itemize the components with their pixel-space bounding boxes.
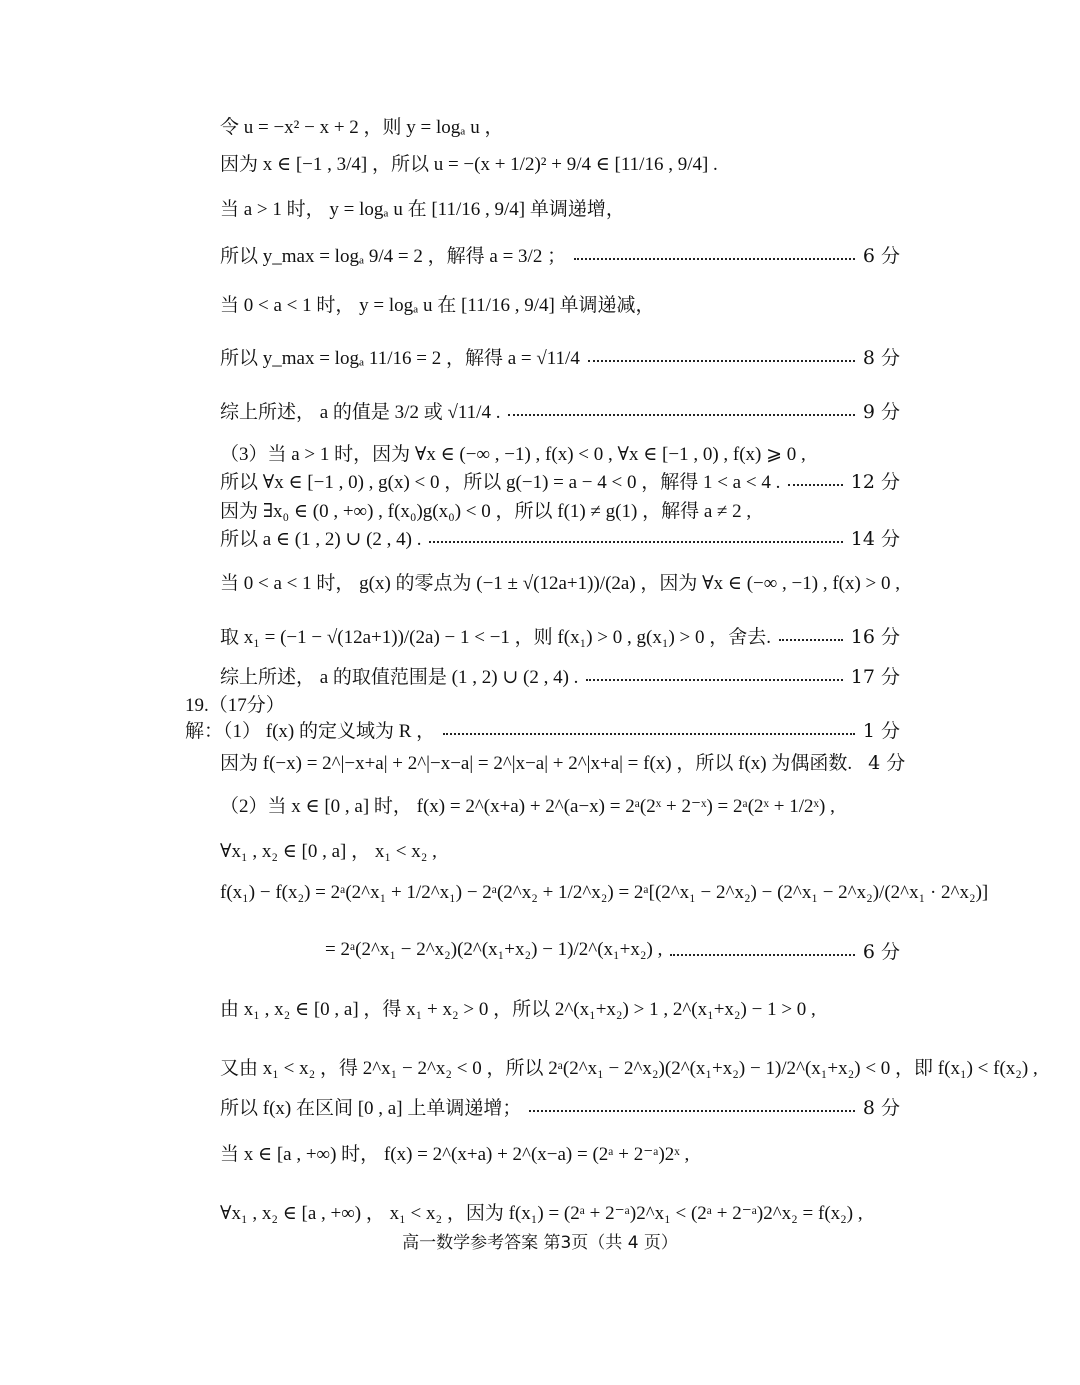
- line-text: 综上所述， a 的值是 3/2 或 √11/4 .: [220, 401, 501, 423]
- score-label: 9 分: [862, 400, 900, 423]
- score-label: 1 分: [862, 719, 900, 742]
- line-text: 因为 x ∈ [−1 , 3/4] ，所以 u = −(x + 1/2)² + 9/4 ∈ [11/16 , 9/4] .: [220, 153, 718, 175]
- score-label: 17 分: [850, 665, 900, 688]
- text-line: [220, 1191, 900, 1231]
- line-text: 所以 y_max = logₐ 9/4 = 2 ，解得 a = 3/2 ；: [220, 245, 567, 267]
- score-label: 6 分: [862, 244, 900, 267]
- line-text: 取 x₁ = (−1 − √(12a+1))/(2a) − 1 < −1 ，则 f(x₁) > 0 , g(x₁) > 0 ，舍去.: [220, 626, 771, 648]
- line-text: 19.（17分）: [185, 694, 285, 716]
- line-text: 由 x₁ , x₂ ∈ [0 , a] ，得 x₁ + x₂ > 0 ，所以 2^(x₁+x₂) > 1 , 2^(x₁+x₂) − 1 > 0 ,: [220, 998, 816, 1020]
- text-line: [220, 987, 900, 1027]
- dot-leader: [586, 679, 842, 681]
- text-line: [220, 829, 900, 869]
- text-line: [220, 1086, 900, 1126]
- text-line: [220, 561, 900, 601]
- dot-leader: [779, 639, 843, 641]
- text-line: [220, 283, 900, 323]
- line-text: （3）当 a > 1 时，因为 ∀x ∈ (−∞ , −1) , f(x) < 0 , ∀x ∈ [−1 , 0) , f(x) ⩾ 0 ,: [220, 443, 806, 465]
- line-text: f(x₁) − f(x₂) = 2ᵃ(2^x₁ + 1/2^x₁) − 2ᵃ(2^x₂ + 1/2^x₂) = 2ᵃ[(2^x₁ − 2^x₂) − (2^x₁ − 2^x₂)/(2^x₁ · 2^x₂)]: [220, 882, 989, 903]
- line-text: = 2ᵃ(2^x₁ − 2^x₂)(2^(x₁+x₂) − 1)/2^(x₁+x₂) ,: [325, 939, 663, 960]
- line-text: 令 u = −x² − x + 2 ，则 y = logₐ u ，: [220, 116, 504, 138]
- dot-leader: [788, 484, 842, 486]
- score-label: 8 分: [862, 1096, 900, 1119]
- line-text: 当 0 < a < 1 时， y = logₐ u 在 [11/16 , 9/4] 单调递减，: [220, 294, 655, 316]
- dot-leader: [508, 414, 854, 416]
- score-label: 14 分: [850, 527, 900, 550]
- dot-leader: [429, 541, 842, 543]
- text-line: [220, 1046, 1038, 1086]
- text-line: [220, 615, 900, 655]
- text-line: [220, 741, 906, 781]
- line-text: 所以 a ∈ (1 , 2) ∪ (2 , 4) .: [220, 528, 422, 550]
- dot-leader: [588, 360, 855, 362]
- text-line: [220, 1132, 900, 1172]
- text-line: [220, 930, 900, 970]
- dot-leader: [670, 954, 855, 956]
- line-text: ∀x₁ , x₂ ∈ [0 , a] ， x₁ < x₂ ,: [220, 840, 437, 862]
- line-text: 解：（1） f(x) 的定义域为 R ，: [185, 720, 436, 742]
- line-text: 因为 ∃x₀ ∈ (0 , +∞) , f(x₀)g(x₀) < 0 ，所以 f(1) ≠ g(1) ，解得 a ≠ 2 ,: [220, 500, 752, 522]
- text-line: [220, 390, 900, 430]
- text-line: [220, 784, 900, 824]
- text-line: [220, 336, 900, 376]
- text-line: [220, 142, 900, 182]
- line-text: 综上所述， a 的取值范围是 (1 , 2) ∪ (2 , 4) .: [220, 666, 579, 688]
- line-text: 当 0 < a < 1 时， g(x) 的零点为 (−1 ± √(12a+1))/(2a) ，因为 ∀x ∈ (−∞ , −1) , f(x) > 0 ,: [220, 572, 901, 594]
- line-text: ∀x₁ , x₂ ∈ [a , +∞) ， x₁ < x₂ ，因为 f(x₁) = (2ᵃ + 2⁻ᵃ)2^x₁ < (2ᵃ + 2⁻ᵃ)2^x₂ = f(x₂) ,: [220, 1202, 863, 1224]
- text-line: [220, 517, 900, 557]
- text-line: [220, 873, 989, 913]
- line-text: 因为 f(−x) = 2^|−x+a| + 2^|−x−a| = 2^|x−a| + 2^|x+a| = f(x) ，所以 f(x) 为偶函数.: [220, 752, 853, 774]
- score-label: 6 分: [862, 940, 900, 963]
- line-text: 当 a > 1 时， y = logₐ u 在 [11/16 , 9/4] 单调递增，: [220, 198, 625, 220]
- dot-leader: [574, 258, 855, 260]
- line-text: 所以 f(x) 在区间 [0 , a] 上单调递增；: [220, 1097, 522, 1119]
- page-footer: 高一数学参考答案 第3页（共 4 页）: [402, 1233, 678, 1253]
- dot-leader: [529, 1110, 855, 1112]
- line-text: 所以 ∀x ∈ [−1 , 0) , g(x) < 0 ，所以 g(−1) = a − 4 < 0 ，解得 1 < a < 4 .: [220, 471, 781, 493]
- text-line: [220, 187, 900, 227]
- dot-leader: [443, 733, 855, 735]
- line-text: 当 x ∈ [a , +∞) 时， f(x) = 2^(x+a) + 2^(x−a) = (2ᵃ + 2⁻ᵃ)2ˣ ,: [220, 1143, 690, 1165]
- score-label: 16 分: [850, 625, 900, 648]
- score-label: 12 分: [850, 470, 900, 493]
- line-text: （2）当 x ∈ [0 , a] 时， f(x) = 2^(x+a) + 2^(a−x) = 2ᵃ(2ˣ + 2⁻ˣ) = 2ᵃ(2ˣ + 1/2ˣ) ,: [220, 795, 835, 817]
- score-label: 4 分: [868, 751, 906, 774]
- line-text: 又由 x₁ < x₂ ，得 2^x₁ − 2^x₂ < 0 ，所以 2ᵃ(2^x₁ − 2^x₂)(2^(x₁+x₂) − 1)/2^(x₁+x₂) < 0 ，即 f(x₁) < f(x₂) ,: [220, 1057, 1038, 1079]
- text-line: [220, 234, 900, 274]
- score-label: 8 分: [862, 346, 900, 369]
- line-text: 所以 y_max = logₐ 11/16 = 2 ，解得 a = √11/4: [220, 347, 580, 369]
- text-line: [220, 105, 900, 145]
